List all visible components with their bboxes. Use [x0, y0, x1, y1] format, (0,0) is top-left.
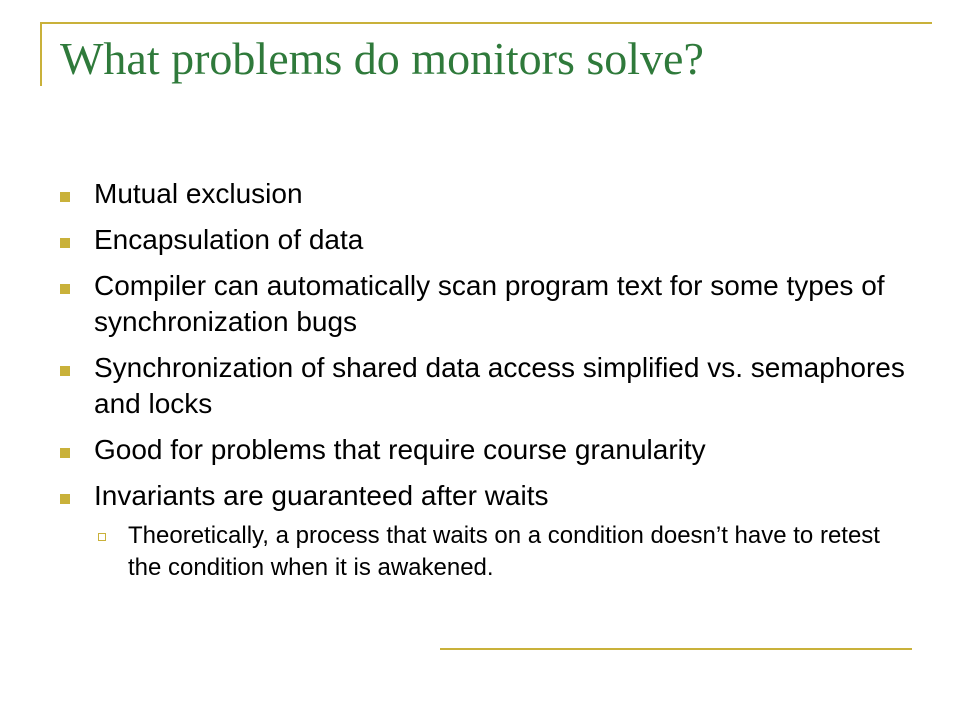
square-bullet-icon — [60, 192, 70, 202]
square-bullet-icon — [60, 494, 70, 504]
square-bullet-icon — [60, 366, 70, 376]
hollow-square-bullet-icon — [98, 533, 106, 541]
bullet-item — [58, 350, 918, 422]
square-bullet-icon — [60, 448, 70, 458]
sub-bullet-text: Theoretically, a process that waits on a condition doesn’t have to retest the condition when it is awakened. — [128, 522, 880, 581]
bullet-item — [58, 176, 918, 212]
sub-bullet-item — [94, 520, 918, 584]
top-rule — [40, 22, 932, 24]
bullet-item — [58, 432, 918, 468]
bottom-rule — [440, 648, 912, 650]
left-rule — [40, 22, 42, 86]
bullet-list — [58, 176, 918, 584]
bullet-text: Synchronization of shared data access simplified vs. semaphores and locks — [94, 352, 905, 419]
bullet-text: Good for problems that require course granularity — [94, 434, 706, 465]
bullet-text: Encapsulation of data — [94, 224, 364, 255]
square-bullet-icon — [60, 238, 70, 248]
bullet-text: Invariants are guaranteed after waits — [94, 480, 549, 511]
sub-bullet-list — [94, 520, 918, 584]
bullet-item — [58, 222, 918, 258]
slide-title: What problems do monitors solve? — [60, 33, 704, 84]
square-bullet-icon — [60, 284, 70, 294]
bullet-text: Compiler can automatically scan program text for some types of synchronization bugs — [94, 270, 885, 337]
bullet-text: Mutual exclusion — [94, 178, 303, 209]
bullet-item — [58, 478, 918, 584]
bullet-item — [58, 268, 918, 340]
